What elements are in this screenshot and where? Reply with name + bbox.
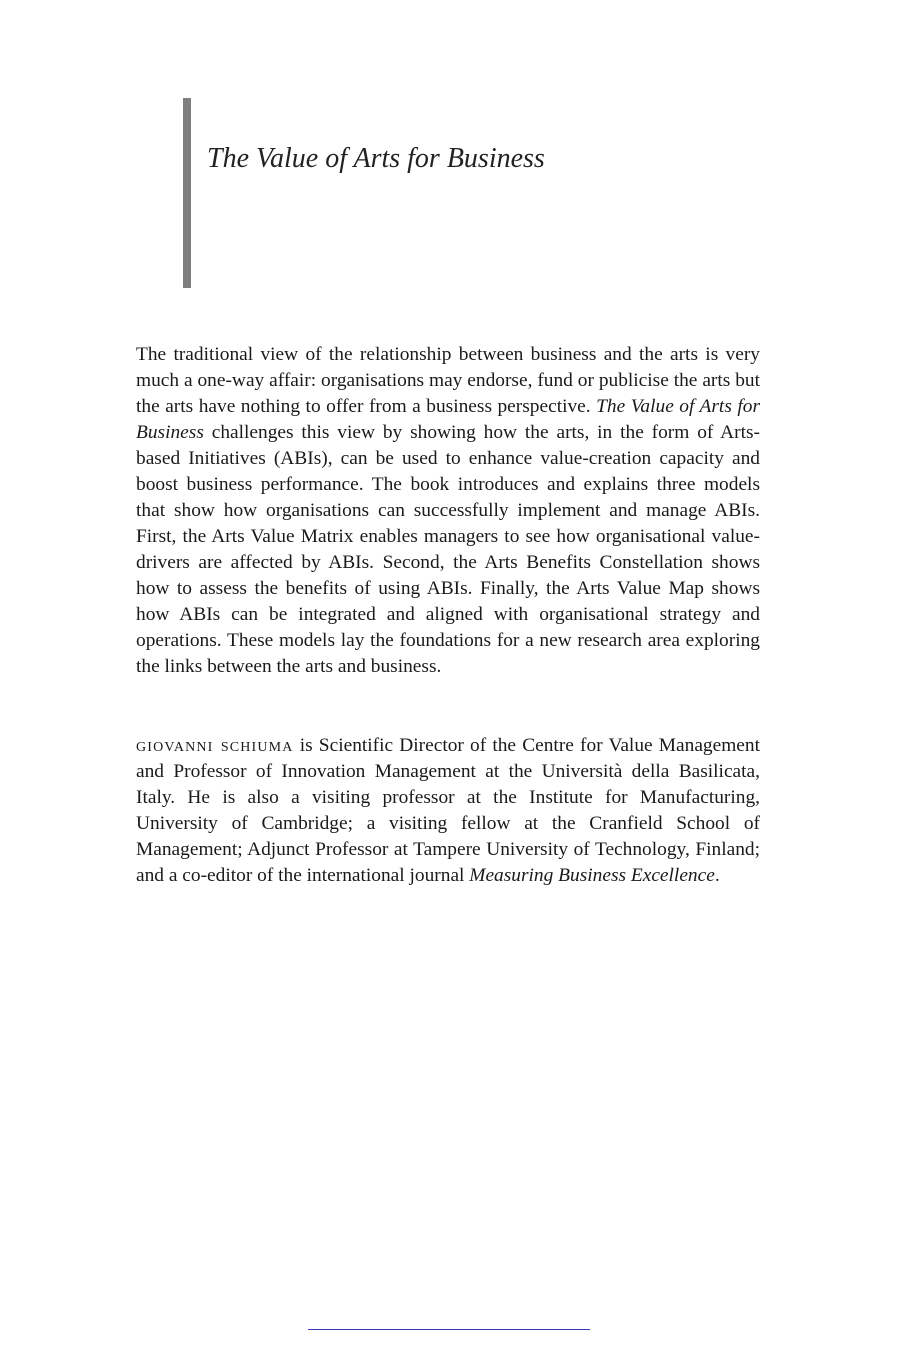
author-bio-text: is Scientific Director of the Centre for Value Management and Professor of Innovation Management at the Università della Basilicata, Italy. He is also a visiting professor at the Institute for Manufacturing, University of Cambridge; a visiting fellow at the Cranfield School of Management; Adjunct Professor at Tampere University of Technology, Finland; and a co-editor of the international journal — [136, 735, 761, 886]
book-description — [136, 342, 760, 680]
description-body: challenges this view by showing how the arts, in the form of Arts-based Initiatives (ABIs), can be used to enhance value-creation capacity and boost business performance. The book introduces and explains three models that show how organisations can successfully implement and manage ABIs. First, the Arts Value Matrix enables managers to see how organisational value-drivers are affected by ABIs. Second, the Arts Benefits Constellation shows how to assess the benefits of using ABIs. Finally, the Arts Value Map shows how ABIs can be integrated and aligned with organisational strategy and operations. These models lay the foundations for a new research area exploring the links between the arts and business. — [136, 422, 760, 677]
description-intro: The traditional view of the relationship between business and the arts is very much a one-way affair: organisations may endorse, fund or publicise the arts but the arts have nothing to offer from a business perspective. — [136, 344, 760, 417]
title-accent-bar — [183, 98, 191, 288]
description-title-italic: The Value of Arts for Business — [136, 396, 761, 443]
book-title: The Value of Arts for Business — [207, 143, 545, 174]
journal-title: Measuring Business Excellence — [469, 865, 715, 886]
author-name: giovanni schiuma — [136, 735, 294, 756]
author-bio-end: . — [714, 865, 720, 886]
author-bio — [136, 733, 760, 889]
bottom-rule — [308, 1329, 590, 1330]
